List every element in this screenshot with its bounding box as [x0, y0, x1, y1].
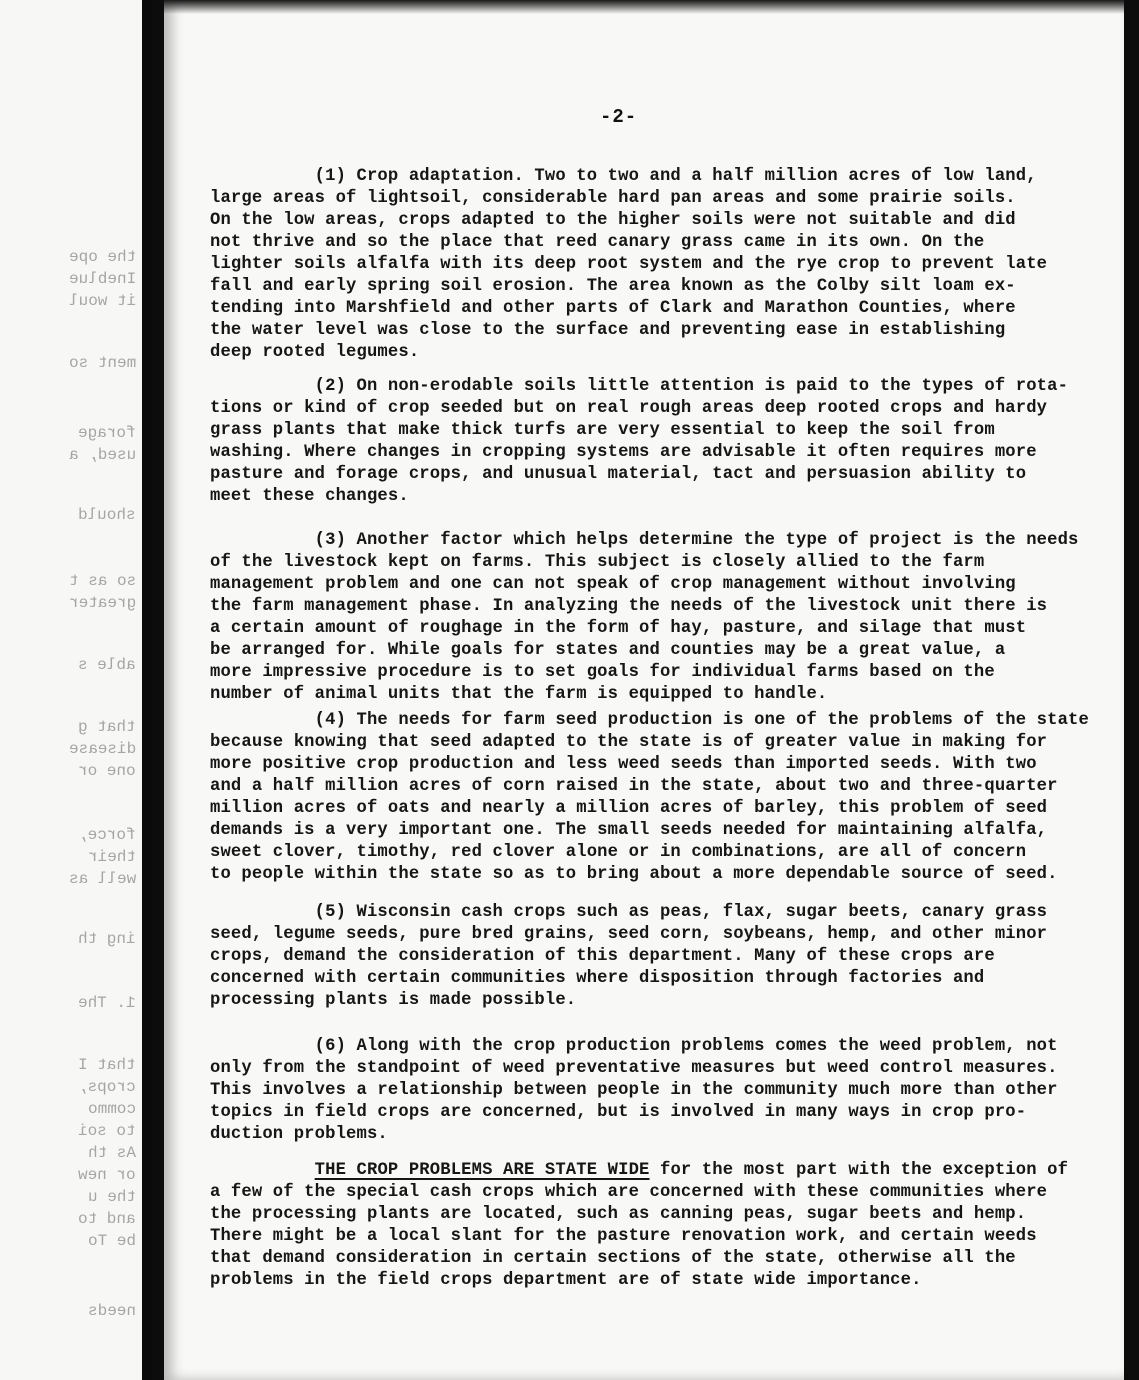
- paragraph-seed-production: (4) The needs for farm seed production is one of the problems of the state because knowing that seed adapted to the state is of greater value in making for more positive crop production and less weed seeds than imported seeds. With two and a half million acres of corn raised in the state, about two and three-quarter million acres of oats and nearly a million acres of barley, this problem of seed demands is a very important one. The small seeds needed for maintaining alfalfa, sweet clover, timothy, red clover alone or in combinations, are all of concern to people within the state so as to bring about a more dependable source of seed.: [210, 711, 1089, 884]
- binding-fragment: one or: [78, 762, 136, 780]
- page-number: -2-: [600, 106, 638, 128]
- binding-fragment: should: [78, 506, 136, 524]
- binding-fragment: commo: [87, 1100, 136, 1118]
- binding-fragment: that g: [78, 718, 136, 736]
- paragraph-livestock-needs: (3) Another factor which helps determine the type of project is the needs of the livestock kept on farms. This subject is closely allied to the farm management problem and one can not speak of crop management without involving the farm management phase. In analyzing the needs of the livestock unit there is a certain amount of roughage in the form of hay, pasture, and silage that must be arranged for. While goals for states and counties may be a great value, a more impressive procedure is to set goals for individual farms based on the number of animal units that the farm is equipped to handle.: [210, 531, 1079, 704]
- section-heading: THE CROP PROBLEMS ARE STATE WIDE: [314, 1161, 650, 1180]
- binding-fragment: disease: [68, 740, 136, 758]
- document-page: [164, 0, 1124, 1380]
- binding-fragment: the u: [87, 1188, 136, 1206]
- binding-fragment: well as: [68, 870, 136, 888]
- scan-shadow: [164, 0, 1124, 14]
- binding-fragment: their: [87, 848, 136, 866]
- binding-fragment: needs: [87, 1302, 136, 1320]
- binding-fragment: crops,: [78, 1078, 136, 1096]
- binding-fragment: the ope: [68, 248, 136, 266]
- paragraph-crop-adaptation: (1) Crop adaptation. Two to two and a half million acres of low land, large areas of lightsoil, considerable hard pan areas and some prairie soils. On the low areas, crops adapted to the higher soils were not suitable and did not thrive and so the place that reed canary grass came in its own. On the lighter soils alfalfa with its deep root system and the rye crop to prevent late fall and early spring soil erosion. The area known as the Colby silt loam ex- tending into Marshfield and other parts of Clark and Marathon Counties, where the water level was close to the surface and preventing ease in establishing deep rooted legumes.: [210, 167, 1048, 362]
- binding-fragment: be To: [87, 1232, 136, 1250]
- binding-fragment: or new: [78, 1166, 136, 1184]
- adjacent-page-binding: [0, 0, 152, 1380]
- binding-fragment: 1. The: [78, 994, 136, 1012]
- binding-fragment: used, a: [68, 446, 136, 464]
- binding-fragment: that I: [78, 1056, 136, 1074]
- binding-fragment: force,: [78, 826, 136, 844]
- binding-fragment: to soi: [78, 1122, 136, 1140]
- paragraph-weed-problem: (6) Along with the crop production problems comes the weed problem, not only from the standpoint of weed preventative measures but weed control measures. This involves a relationship between people in the community much more than other topics in field crops are concerned, but is involved in many ways in crop pro- duction problems.: [210, 1037, 1058, 1144]
- binding-fragment: and to: [78, 1210, 136, 1228]
- binding-fragment: it woul: [68, 292, 136, 310]
- binding-fragment: so as t: [68, 572, 136, 590]
- binding-fragment: able s: [78, 656, 136, 674]
- binding-fragment: forage: [78, 424, 136, 442]
- paragraph-body: for the most part with the exception of a few of the special cash crops which are concerned with these communities where the processing plants are located, such as canning peas, sugar beets and hemp. There might be a local slant for the pasture renovation work, and certain weeds that demand consideration in certain sections of the state, otherwise all the problems in the field crops department are of state wide importance.: [210, 1161, 1069, 1290]
- paragraph-non-erodable-soils: (2) On non-erodable soils little attention is paid to the types of rota- tions or kind of crop seeded but on real rough areas deep rooted crops and hardy grass plants that make thick turfs are very essential to keep the soil from washing. Where changes in cropping systems are advisable it often requires more pasture and forage crops, and unusual material, tact and persuasion ability to meet these changes.: [210, 377, 1069, 506]
- binding-fragment: Ineblue: [68, 270, 136, 288]
- binding-fragment: greater: [68, 594, 136, 612]
- paragraph-cash-crops: (5) Wisconsin cash crops such as peas, flax, sugar beets, canary grass seed, legume seeds, pure bred grains, seed corn, soybeans, hemp, and other minor crops, demand the consideration of this department. Many of these crops are concerned with certain communities where disposition through factories and processing plants is made possible.: [210, 903, 1048, 1010]
- binding-fragment: ment so: [68, 354, 136, 372]
- paragraph-state-wide-problems: [210, 1160, 1080, 1292]
- binding-fragment: As th: [87, 1144, 136, 1162]
- binding-fragment: ing th: [78, 930, 136, 948]
